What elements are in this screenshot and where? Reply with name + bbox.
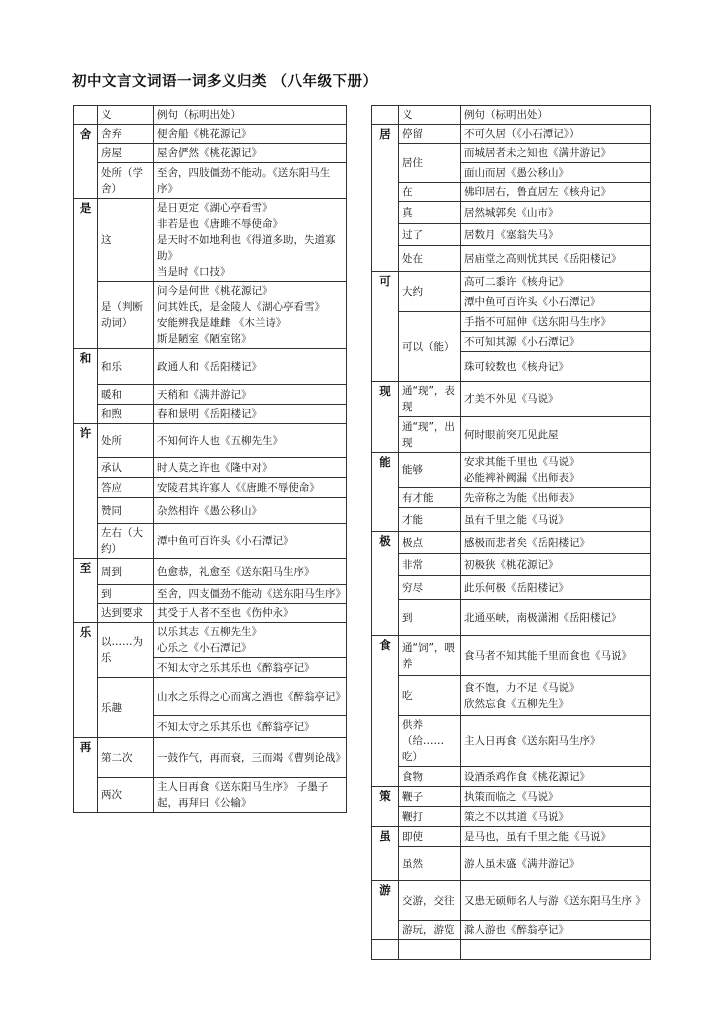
example-cell xyxy=(461,508,651,532)
example-line: 安能辨我是雄雌 《木兰诗》 xyxy=(157,317,287,329)
right-table xyxy=(371,105,651,960)
meaning-cell: 非常 xyxy=(399,554,461,576)
table-row xyxy=(372,787,651,807)
example-line: 以乐其志《五柳先生》 xyxy=(157,626,262,638)
example-line: 游人虽未盛《满井游记》 xyxy=(464,857,580,870)
example-line: 其受于人者不至也《伤仲永》 xyxy=(157,607,294,619)
table-row xyxy=(372,767,651,787)
example-cell xyxy=(461,246,651,272)
example-header: 例句（标明出处） xyxy=(154,106,347,125)
example-line: 一鼓作气，再而衰，三而竭《曹刿论战》 xyxy=(157,751,346,764)
example-line: 欣然忘食《五柳先生》 xyxy=(464,697,569,710)
table-row xyxy=(372,417,651,453)
meaning-cell: 在 xyxy=(399,183,461,202)
example-line: 珠可较数也《核舟记》 xyxy=(464,360,569,373)
example-line: 屋舍俨然《桃花源记》 xyxy=(157,147,262,159)
example-cell xyxy=(154,716,347,738)
table-row xyxy=(74,424,347,458)
example-cell xyxy=(461,382,651,417)
header-row xyxy=(74,106,347,125)
meaning-cell: 处所（学舍） xyxy=(98,163,154,199)
example-line: 高可二黍许《核舟记》 xyxy=(464,275,569,288)
table-row xyxy=(74,458,347,478)
meaning-cell: 极点 xyxy=(399,532,461,554)
table-row xyxy=(372,453,651,488)
table-row xyxy=(372,382,651,417)
example-cell xyxy=(154,405,347,424)
meaning-cell: 达到要求 xyxy=(98,604,154,623)
example-line: 便舍船《桃花源记》 xyxy=(157,128,252,140)
table-row xyxy=(372,508,651,532)
table-row xyxy=(74,478,347,498)
example-line: 此乐何极《岳阳楼记》 xyxy=(464,581,569,594)
example-line: 不知太守之乐其乐也《醉翁亭记》 xyxy=(157,661,315,674)
example-cell xyxy=(154,144,347,163)
meaning-cell: 食物 xyxy=(399,767,461,787)
meaning-cell: 和煦 xyxy=(98,405,154,424)
example-line: 心乐之《小石潭记》 xyxy=(157,642,252,654)
table-row xyxy=(372,246,651,272)
example-line: 策之不以其道《马说》 xyxy=(464,810,569,823)
example-line: 杂然相许《愚公移山》 xyxy=(157,504,262,517)
example-line: 是日更定《湖心亭看雪》 xyxy=(157,202,273,214)
example-cell xyxy=(461,716,651,767)
meaning-cell: 到 xyxy=(98,585,154,604)
example-cell xyxy=(461,554,651,576)
table-row xyxy=(74,678,347,716)
example-line: 食马者不知其能千里而食也《马说》 xyxy=(464,649,632,662)
example-cell xyxy=(154,658,347,678)
table-row xyxy=(372,940,651,960)
meaning-cell: 居住 xyxy=(399,144,461,183)
table-row xyxy=(372,847,651,881)
example-line: 不知何许人也《五柳先生》 xyxy=(157,434,283,447)
word-cell: 再 xyxy=(74,738,98,813)
table-row xyxy=(372,125,651,144)
meaning-cell: 能够 xyxy=(399,453,461,488)
table-row xyxy=(372,183,651,202)
example-line: 不知太守之乐其乐也《醉翁亭记》 xyxy=(157,720,315,733)
meaning-cell: 游玩，游览 xyxy=(399,921,461,940)
meaning-cell: 到 xyxy=(399,600,461,636)
example-line: 问其姓氏，是金陵人《湖心亭看雪》 xyxy=(157,301,325,313)
table-row xyxy=(74,144,347,163)
example-cell xyxy=(461,272,651,292)
word-cell: 策 xyxy=(372,787,399,827)
table-row xyxy=(74,199,347,282)
example-cell xyxy=(461,312,651,332)
word-cell: 能 xyxy=(372,453,399,532)
table-row xyxy=(372,202,651,224)
meaning-cell: 和乐 xyxy=(98,349,154,385)
example-cell xyxy=(461,453,651,488)
example-line: 设酒杀鸡作食《桃花源记》 xyxy=(464,770,590,783)
example-line: 安求其能千里也《马说》 xyxy=(464,456,580,468)
example-line: 潭中鱼可百许头《小石潭记》 xyxy=(157,535,294,547)
example-cell xyxy=(461,676,651,716)
meaning-cell: 乐趣 xyxy=(98,678,154,738)
word-cell xyxy=(372,940,399,960)
example-line: 不可久居（《小石潭记》） xyxy=(464,128,580,140)
example-line: 滁人游也《醉翁亭记》 xyxy=(464,924,569,936)
meaning-cell: 左右（大约） xyxy=(98,524,154,559)
meaning-cell: 即使 xyxy=(399,827,461,847)
example-header: 例句（标明出处） xyxy=(461,106,651,125)
example-cell xyxy=(461,417,651,453)
meaning-cell: 答应 xyxy=(98,478,154,498)
example-line: 手指不可屈伸《送东阳马生序》 xyxy=(464,315,611,328)
example-line: 面山而居《愚公移山》 xyxy=(464,166,569,179)
example-line: 主人日再食《送东阳马生序》 子墨子起，再拜曰《公输》 xyxy=(157,781,329,809)
example-line: 而城居者未之知也《满井游记》 xyxy=(464,147,611,159)
table-row xyxy=(372,532,651,554)
example-cell xyxy=(461,332,651,352)
word-cell: 可 xyxy=(372,272,399,382)
example-line: 政通人和《岳阳楼记》 xyxy=(157,360,262,373)
example-cell xyxy=(461,163,651,183)
meaning-cell: 处在 xyxy=(399,246,461,272)
example-cell xyxy=(461,881,651,921)
example-line: 食不饱，力不足《马说》 xyxy=(464,681,580,694)
table-row xyxy=(74,349,347,385)
meaning-cell: 第二次 xyxy=(98,738,154,778)
example-line: 至舍，四支僵劲不能动《送东阳马生序》 xyxy=(157,588,346,600)
table-row xyxy=(372,312,651,332)
meaning-cell: 以……为乐 xyxy=(98,623,154,678)
meaning-cell: 供养（给……吃） xyxy=(399,716,461,767)
example-cell xyxy=(154,585,347,604)
example-line: 潭中鱼可百许头《小石潭记》 xyxy=(464,295,601,308)
example-cell xyxy=(461,787,651,807)
example-cell xyxy=(154,199,347,282)
table-row xyxy=(372,716,651,767)
table-row xyxy=(74,585,347,604)
meaning-cell: 交游，交往 xyxy=(399,881,461,921)
example-cell xyxy=(154,738,347,778)
meaning-cell: 通“现”，表现 xyxy=(399,382,461,417)
example-line: 佛印居右，鲁直居左《核舟记》 xyxy=(464,186,611,198)
meaning-cell: 大约 xyxy=(399,272,461,312)
meaning-cell: 过了 xyxy=(399,224,461,246)
example-cell xyxy=(154,604,347,623)
meaning-cell: 是（判断动词） xyxy=(98,282,154,349)
word-cell: 舍 xyxy=(74,125,98,199)
table-row xyxy=(372,921,651,940)
meaning-cell: 才能 xyxy=(399,508,461,532)
table-row xyxy=(74,125,347,144)
example-cell xyxy=(461,144,651,163)
word-cell: 居 xyxy=(372,125,399,272)
meaning-cell: 吃 xyxy=(399,676,461,716)
example-line: 是天时不如地利也《得道多助，失道寡助》 xyxy=(157,234,336,262)
example-cell xyxy=(154,163,347,199)
example-line: 安陵君其许寡人《《唐雎不辱使命》 xyxy=(157,481,320,494)
example-cell xyxy=(154,498,347,524)
example-line: 天稍和《满井游记》 xyxy=(157,388,252,401)
meaning-cell: 鞭打 xyxy=(399,807,461,827)
word-cell: 现 xyxy=(372,382,399,453)
table-row xyxy=(372,488,651,508)
example-line: 虽有千里之能《马说》 xyxy=(464,513,569,526)
example-line: 时人莫之许也《隆中对》 xyxy=(157,461,273,474)
table-row xyxy=(74,163,347,199)
example-cell xyxy=(461,940,651,960)
example-cell xyxy=(154,349,347,385)
table-row xyxy=(74,778,347,813)
example-line: 何时眼前突兀见此屋 xyxy=(464,428,559,441)
meaning-cell: 有才能 xyxy=(399,488,461,508)
meaning-cell: 周到 xyxy=(98,559,154,585)
meaning-cell: 停留 xyxy=(399,125,461,144)
example-line: 当是时《口技》 xyxy=(157,266,231,278)
example-cell xyxy=(461,224,651,246)
example-cell xyxy=(461,807,651,827)
example-cell xyxy=(461,767,651,787)
example-cell xyxy=(154,778,347,813)
table-row xyxy=(74,405,347,424)
meaning-header: 义 xyxy=(98,106,154,125)
meaning-cell: 穷尽 xyxy=(399,576,461,600)
example-cell xyxy=(461,352,651,382)
meaning-cell: 这 xyxy=(98,199,154,282)
word-cell: 食 xyxy=(372,636,399,787)
meaning-cell: 舍弃 xyxy=(98,125,154,144)
example-line: 居庙堂之高则忧其民《岳阳楼记》 xyxy=(464,252,622,265)
example-cell xyxy=(461,827,651,847)
table-row xyxy=(372,827,651,847)
example-cell xyxy=(154,424,347,458)
example-line: 主人日再食《送东阳马生序》 xyxy=(464,735,601,747)
table-row xyxy=(372,224,651,246)
example-line: 色愈恭，礼愈至《送东阳马生序》 xyxy=(157,565,315,578)
left-table xyxy=(73,105,347,813)
example-cell xyxy=(461,576,651,600)
example-cell xyxy=(154,385,347,405)
table-row xyxy=(74,604,347,623)
example-line: 感极而悲者矣《岳阳楼记》 xyxy=(464,536,590,549)
example-line: 才美不外见《马说》 xyxy=(464,393,559,405)
example-cell xyxy=(154,559,347,585)
meaning-cell: 承认 xyxy=(98,458,154,478)
example-line: 是马也，虽有千里之能《马说》 xyxy=(464,830,611,843)
example-cell xyxy=(461,125,651,144)
word-cell: 和 xyxy=(74,349,98,424)
example-line: 执策而临之《马说》 xyxy=(464,790,559,803)
example-cell xyxy=(461,183,651,202)
word-cell: 是 xyxy=(74,199,98,349)
meaning-cell: 通“现”，出现 xyxy=(399,417,461,453)
table-row xyxy=(372,676,651,716)
word-cell: 极 xyxy=(372,532,399,636)
example-line: 斯是陋室《陋室铭》 xyxy=(157,333,252,345)
example-line: 山水之乐得之心而寓之酒也《醉翁亭记》 xyxy=(157,690,346,703)
example-cell xyxy=(461,292,651,312)
table-row xyxy=(372,554,651,576)
example-cell xyxy=(154,524,347,559)
meaning-cell: 两次 xyxy=(98,778,154,813)
meaning-cell: 暖和 xyxy=(98,385,154,405)
meaning-header: 义 xyxy=(399,106,461,125)
meaning-cell: 赞同 xyxy=(98,498,154,524)
header-row xyxy=(372,106,651,125)
table-row xyxy=(74,498,347,524)
table-row xyxy=(372,600,651,636)
example-line: 必能裨补阙漏《出师表》 xyxy=(464,472,580,484)
example-cell xyxy=(461,532,651,554)
word-cell: 乐 xyxy=(74,623,98,738)
table-row xyxy=(372,881,651,921)
example-cell xyxy=(461,488,651,508)
word-header xyxy=(372,106,399,125)
example-cell xyxy=(461,202,651,224)
meaning-cell: 处所 xyxy=(98,424,154,458)
meaning-cell: 房屋 xyxy=(98,144,154,163)
table-row xyxy=(74,282,347,349)
table-row xyxy=(74,623,347,658)
example-cell xyxy=(154,623,347,658)
meaning-cell: 鞭子 xyxy=(399,787,461,807)
word-cell: 虽 xyxy=(372,827,399,881)
example-cell xyxy=(461,921,651,940)
example-cell xyxy=(154,458,347,478)
example-line: 又患无硕师名人与游《送东阳马生序 》 xyxy=(464,894,646,907)
word-header xyxy=(74,106,98,125)
meaning-cell: 通“饲”，喂养 xyxy=(399,636,461,676)
word-cell: 至 xyxy=(74,559,98,623)
example-line: 居然城郭矣《山市》 xyxy=(464,206,559,219)
example-line: 北通巫峡，南极潇湘《岳阳楼记》 xyxy=(464,611,622,624)
table-row xyxy=(372,272,651,292)
example-cell xyxy=(154,282,347,349)
example-line: 居数月《塞翁失马》 xyxy=(464,228,559,241)
table-row xyxy=(372,144,651,163)
example-cell xyxy=(154,125,347,144)
meaning-cell: 可以（能） xyxy=(399,312,461,382)
example-line: 非若是也《唐雎不辱使命》 xyxy=(157,218,283,230)
meaning-cell: 虽然 xyxy=(399,847,461,881)
table-row xyxy=(372,807,651,827)
table-row xyxy=(372,576,651,600)
example-line: 初极狭《桃花源记》 xyxy=(464,558,559,571)
meaning-cell xyxy=(399,940,461,960)
example-cell xyxy=(154,678,347,716)
example-line: 春和景明《岳阳楼记》 xyxy=(157,408,262,420)
table-row xyxy=(372,636,651,676)
example-line: 先帝称之为能《出师表》 xyxy=(464,491,580,504)
page-title: 初中文言文词语一词多义归类 （八年级下册） xyxy=(72,74,378,90)
meaning-cell: 真 xyxy=(399,202,461,224)
table-row xyxy=(74,559,347,585)
table-row xyxy=(74,524,347,559)
table-row xyxy=(74,385,347,405)
word-cell: 游 xyxy=(372,881,399,940)
example-line: 至舍，四肢僵劲不能动。《送东阳马生序》 xyxy=(157,166,331,195)
example-cell xyxy=(461,847,651,881)
example-cell xyxy=(461,636,651,676)
example-cell xyxy=(154,478,347,498)
example-line: 不可知其源《小石潭记》 xyxy=(464,335,580,348)
word-cell: 许 xyxy=(74,424,98,559)
example-line: 问今是何世《桃花源记》 xyxy=(157,285,273,297)
table-row xyxy=(74,738,347,778)
example-cell xyxy=(461,600,651,636)
